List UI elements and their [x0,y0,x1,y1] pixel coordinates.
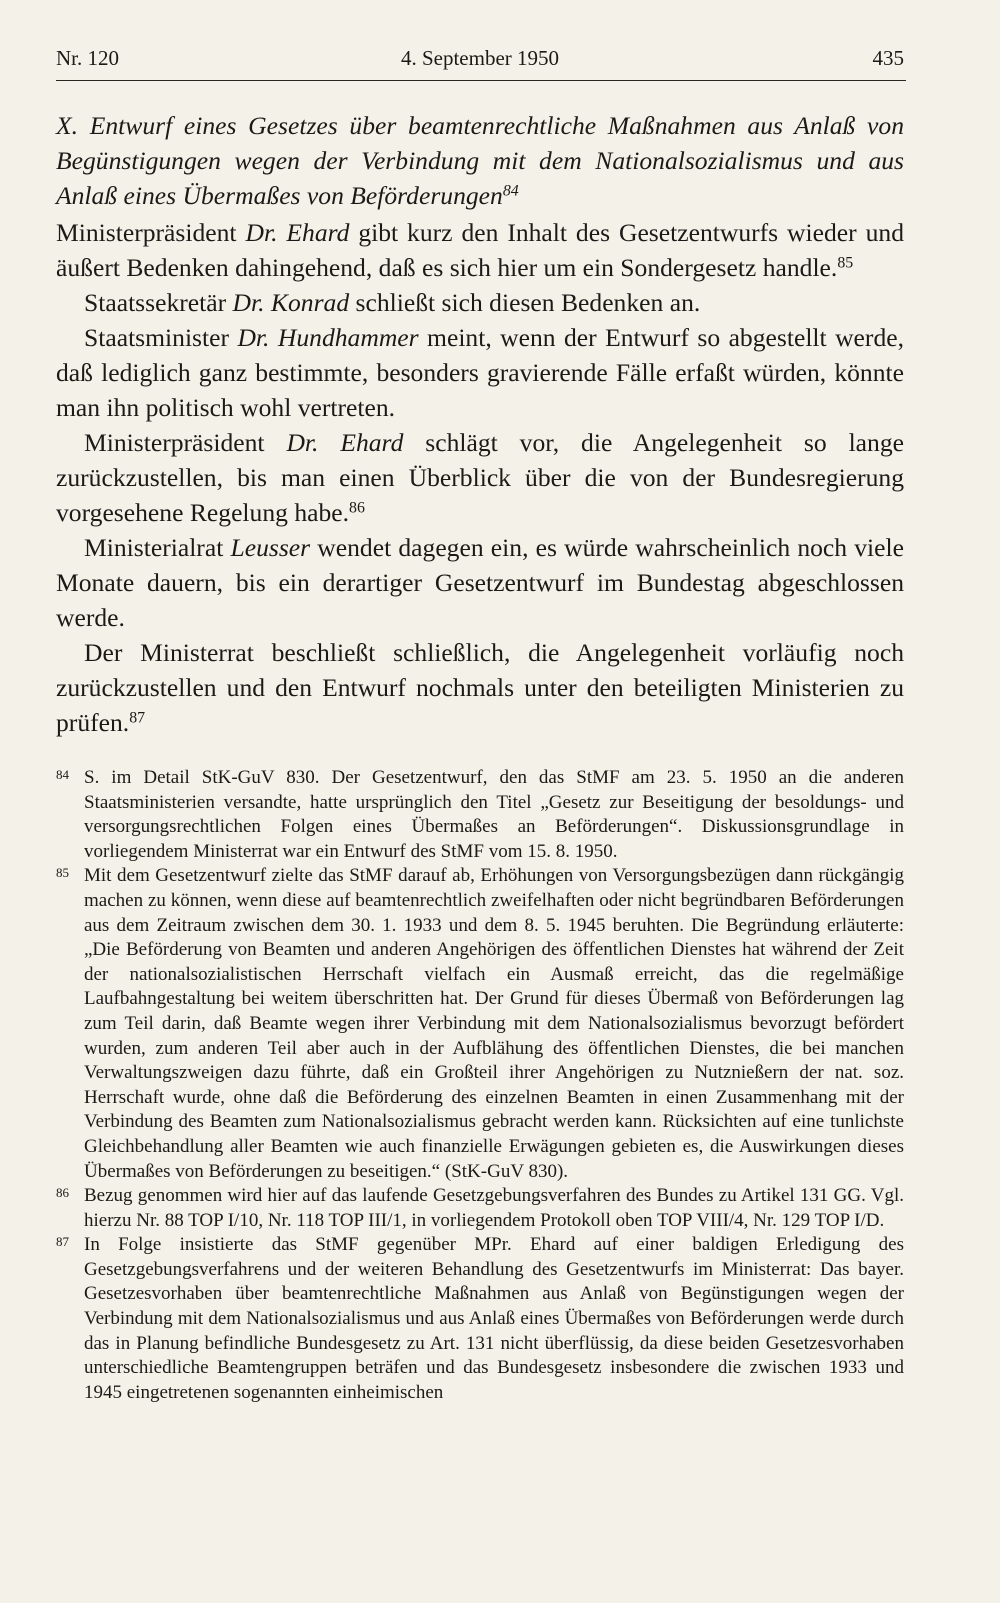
footnote-text: Bezug genommen wird hier auf das laufende Gesetzgebungsverfahren des Bundes zu Artikel 131 GG. Vgl. hierzu Nr. 88 TOP I/10, Nr. 118 TOP III/1, in vorliegendem Protokoll oben TOP VIII/4, Nr. 129 TOP I/D. [84,1185,904,1231]
speaker-name: Dr. Hundhammer [237,323,419,352]
footnote-ref[interactable]: 84 [502,182,519,200]
paragraph-text: wendet dagegen ein, es würde wahrscheinlich noch viele Monate dauern, bis ein derartiger Gesetzentwurf im Bundestag abgeschlossen werde. [56,533,904,632]
page-number: 435 [872,46,904,70]
paragraph [56,425,904,530]
speaker-role: Ministerpräsident [56,218,246,247]
paragraph [56,635,904,740]
footnote-number: 84 [56,767,69,782]
footnote-text: In Folge insistierte das StMF gegenüber MPr. Ehard auf einer baldigen Erledigung des Gesetzgebungsverfahrens und der weiteren Behandlung des Gesetzentwurfs im Ministerrat: Das bayer. Gesetzesvorhaben über beamtenrechtliche Maßnahmen aus Anlaß von Begünstigungen wegen der Verbindung mit dem Nationalsozialismus und aus Anlaß eines Übermaßes von Beförderungen werde durch das in Planung befindliche Bundesgesetz zu Art. 131 nicht überflüssig, da diese beiden Gesetzesvorhaben unterschiedliche Beamtengruppen beträfen und das Bundesgesetz insbesondere die zwischen 1933 und 1945 eingetretenen sogenannten einheimischen [84,1234,904,1403]
main-text [56,108,904,740]
header-rule [56,80,906,81]
speaker-name: Dr. Ehard [286,428,404,457]
speaker-role: Ministerialrat [84,533,231,562]
paragraph-text: schließt sich diesen Bedenken an. [349,288,701,317]
footnotes [56,766,904,1405]
speaker-name: Leusser [230,533,311,562]
paragraph [56,285,904,320]
footnote [56,1184,904,1233]
agenda-item-heading [56,108,904,213]
header-date: 4. September 1950 [400,46,560,70]
footnote [56,864,904,1184]
speaker-role: Staatsminister [84,323,238,352]
paragraph [56,530,904,635]
footnote [56,766,904,864]
paragraph [56,320,904,425]
speaker-role: Staatssekretär [84,288,233,317]
footnote-text: Mit dem Gesetzentwurf zielte das StMF darauf ab, Erhöhungen von Versorgungsbezügen dann rückgängig machen zu können, wenn diese auf beamtenrechtlich zweifelhaften oder nicht begründbaren Beförderungen aus dem Zeitraum zwischen dem 30. 1. 1933 und dem 8. 5. 1945 beruhten. Die Begründung erläuterte: „Die Beförderung von Beamten und anderen Angehörigen des öffentlichen Dienstes hat während der Zeit der nationalsozialistischen Herrschaft vielfach ein Ausmaß erreicht, das die regelmäßige Laufbahngestaltung bei weitem überschritten hat. Der Grund für dieses Übermaß von Beförderungen lag zum Teil darin, daß Beamte wegen ihrer Verbindung mit dem Nationalsozialismus bevorzugt befördert wurden, zum anderen Teil aber auch in der Aufblähung des öffentlichen Dienstes, die bei manchen Verwaltungszweigen dazu führte, daß ein Großteil ihrer Angehörigen zu Nutznießern der nat. soz. Herrschaft wurde, ohne daß die Beförderung des einzelnen Beamten in einen Zusammenhang mit der Verbindung des Beamten zum Nationalsozialismus gebracht werden kann. Rücksichten auf eine tunlichste Gleichbehandlung aller Beamten wie auch finanzielle Erwägungen gebieten es, die Auswirkungen dieses Übermaßes von Beförderungen zu beseitigen.“ (StK-GuV 830). [84,865,904,1182]
footnote-number: 85 [56,865,69,881]
document-number: Nr. 120 [56,46,119,70]
paragraph-text: meint, wenn der Entwurf so abgestellt werde, daß lediglich ganz bestimmte, besonders gravierende Fälle erfaßt würden, könnte man ihn politisch wohl vertreten. [56,323,904,422]
footnote [56,1233,904,1405]
speaker-role: Ministerpräsident [84,428,287,457]
footnote-ref[interactable]: 85 [837,254,854,272]
paragraph-text: schlägt vor, die Angelegenheit so lange zurückzustellen, bis man einen Überblick über die von der Bundesregierung vorgesehene Regelung habe. [56,428,904,527]
paragraph-text: Der Ministerrat beschließt schließlich, die Angelegenheit vorläufig noch zurückzustellen und den Entwurf nochmals unter den beteiligten Ministerien zu prüfen. [56,638,904,737]
footnote-number: 87 [56,1234,69,1250]
footnote-ref[interactable]: 86 [349,499,365,517]
footnote-text: S. im Detail StK-GuV 830. Der Gesetzentwurf, den das StMF am 23. 5. 1950 an die anderen Staatsministerien versandte, hatte ursprünglich den Titel „Gesetz zur Beseitigung der besoldungs- und versorgungsrechtlichen Folgen eines Übermaßes an Beförderungen“. Diskussionsgrundlage in vorliegendem Ministerrat war ein Entwurf des StMF vom 15. 8. 1950. [84,767,904,862]
footnote-ref[interactable]: 87 [129,709,146,727]
speaker-name: Dr. Ehard [245,218,350,247]
heading-text: X. Entwurf eines Gesetzes über beamtenrechtliche Maßnahmen aus Anlaß von Begünstigungen wegen der Verbindung mit dem Nationalsozialismus und aus Anlaß eines Übermaßes von Beförderungen [56,111,904,210]
paragraph-text: gibt kurz den Inhalt des Gesetzentwurfs wieder und äußert Bedenken dahingehend, daß es sich hier um ein Sondergesetz handle. [56,218,904,282]
paragraph [56,215,904,285]
speaker-name: Dr. Konrad [232,288,350,317]
footnote-number: 86 [56,1185,69,1201]
